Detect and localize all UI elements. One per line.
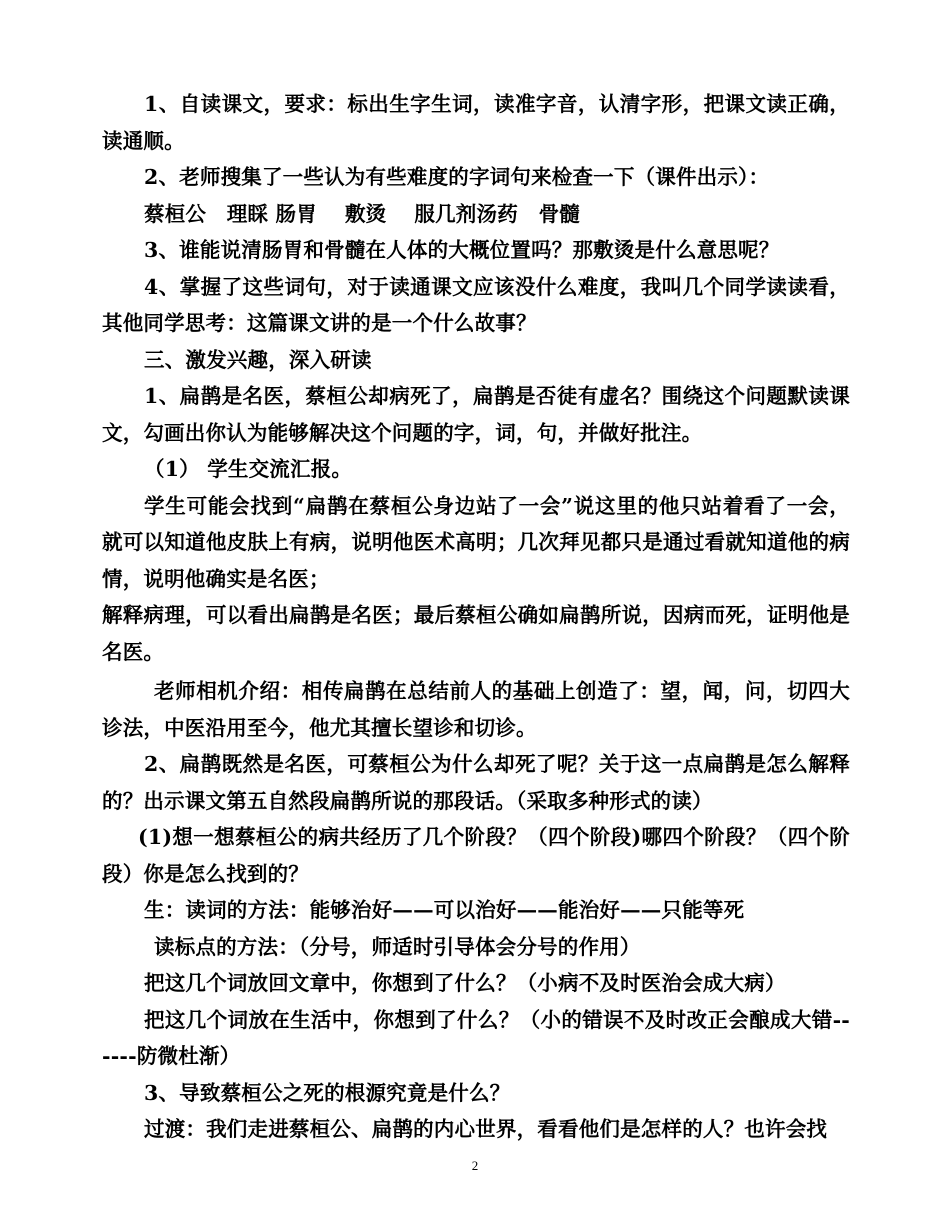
paragraph-question-4: 4、掌握了这些词句，对于读通课文应该没什么难度，我叫几个同学读读看，其他同学思考：这篇课文讲的是一个什么故事？ [102,274,850,335]
paragraph-question-root-cause: 3、导致蔡桓公之死的根源究竟是什么？ [144,1080,511,1105]
paragraph-bianque-question: 1、扁鹊是名医，蔡桓公却病死了，扁鹊是否徒有虚名？围绕这个问题默读课文，勾画出你认为能够解决这个问题的字，词，句，并做好批注。 [102,384,850,445]
paragraph-reading-words: 生：读词的方法：能够治好——可以治好——能治好——只能等死 [144,898,745,922]
paragraph-pathology: 解释病理，可以看出扁鹊是名医；最后蔡桓公确如扁鹊所说，因病而死，证明他是名医。 [102,603,850,664]
paragraph-reading-punctuation: 读标点的方法：（分号，师适时引导体会分号的作用） [154,934,641,959]
paragraph-teacher-intro: 老师相机介绍：相传扁鹊在总结前人的基础上创造了：望，闻，问，切四大诊法，中医沿用至今，他尤其擅长望诊和切诊。 [102,679,850,740]
paragraph-words-in-life: 把这几个词放在生活中，你想到了什么？（小的错误不及时改正会酿成大错------防微杜渐） [102,1007,850,1068]
paragraph-words-in-text: 把这几个词放回文章中，你想到了什么？（小病不及时医治会成大病） [144,971,786,995]
paragraph-student-findings: 学生可能会找到“扁鹊在蔡桓公身边站了一会”说这里的他只站着看了一会，就可以知道他皮肤上有病，说明他医术高明；几次拜见都只是通过看就知道他的病情，说明他确实是名医； [102,493,850,591]
document-body [102,86,850,1148]
paragraph-question-2: 2、扁鹊既然是名医，可蔡桓公为什么却死了呢？关于这一点扁鹊是怎么解释的？出示课文第五自然段扁鹊所说的那段话。（采取多种形式的读） [102,752,850,813]
paragraph-self-reading: 1、自读课文，要求：标出生字生词，读准字音，认清字形，把课文读正确，读通顺。 [102,92,850,153]
paragraph-student-report: （1） 学生交流汇报。 [144,457,353,481]
paragraph-stages: (1)想一想蔡桓公的病共经历了几个阶段？（四个阶段)哪四个阶段？（四个阶段）你是怎么找到的？ [102,825,850,886]
paragraph-transition: 过渡：我们走进蔡桓公、扁鹊的内心世界，看看他们是怎样的人？也许会找 [144,1117,828,1141]
paragraph-question-3: 3、谁能说清肠胃和骨髓在人体的大概位置吗？那敷烫是什么意思呢？ [144,238,780,262]
paragraph-teacher-words: 2、老师搜集了一些认为有些难度的字词句来检查一下（课件出示）： [144,165,770,189]
section-heading-3: 三、激发兴趣，深入研读 [144,347,372,372]
paragraph-vocabulary-list: 蔡桓公 理睬 肠胃 敷烫 服几剂汤药 骨髓 [144,201,581,226]
page-number: 2 [471,1158,479,1173]
